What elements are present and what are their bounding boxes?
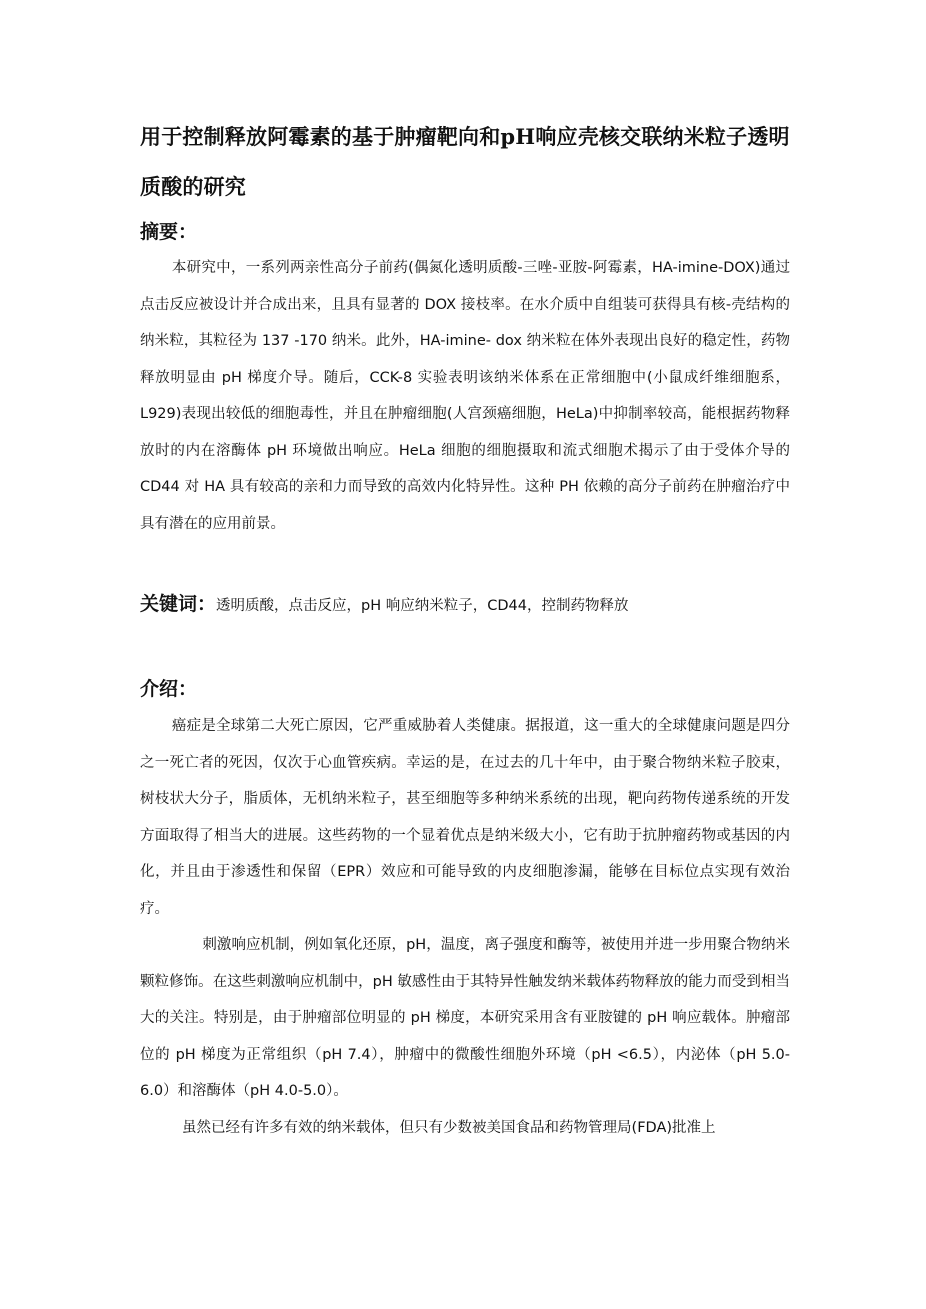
abstract-heading: 摘要： (140, 221, 198, 243)
document-title: 用于控制释放阿霉素的基于肿瘤靶向和pH响应壳核交联纳米粒子透明质酸的研究 (140, 124, 790, 199)
introduction-paragraph: 刺激响应机制，例如氧化还原，pH，温度，离子强度和酶等，被使用并进一步用聚合物纳米颗粒修饰。在这些刺激响应机制中，pH 敏感性由于其特异性触发纳米载体药物释放的能力而受到相当大的关注。特别是，由于肿瘤部位明显的 pH 梯度，本研究采用含有亚胺键的 pH 响应载体。肿瘤部位的 pH 梯度为正常组织（pH 7.4），肿瘤中的微酸性细胞外环境（pH <6.5），内泌体（pH 5.0-6.0）和溶酶体（pH 4.0-5.0）。 (140, 937, 790, 1099)
keywords-row (140, 586, 790, 624)
introduction-heading: 介绍： (140, 678, 198, 700)
introduction-paragraph: 虽然已经有许多有效的纳米载体，但只有少数被美国食品和药物管理局(FDA)批准上 (182, 1119, 716, 1136)
introduction-paragraph: 癌症是全球第二大死亡原因，它严重威胁着人类健康。据报道，这一重大的全球健康问题是四分之一死亡者的死因，仅次于心血管疾病。幸运的是，在过去的几十年中，由于聚合物纳米粒子胶束，树枝状大分子，脂质体，无机纳米粒子，甚至细胞等多种纳米系统的出现，靶向药物传递系统的开发方面取得了相当大的进展。这些药物的一个显着优点是纳米级大小，它有助于抗肿瘤药物或基因的内化，并且由于渗透性和保留（EPR）效应和可能导致的内皮细胞渗漏，能够在目标位点实现有效治疗。 (140, 718, 790, 917)
abstract-paragraph: 本研究中，一系列两亲性高分子前药(偶氮化透明质酸-三唑-亚胺-阿霉素，HA-imine-DOX)通过点击反应被设计并合成出来，且具有显著的 DOX 接枝率。在水介质中自组装可获得具有核-壳结构的纳米粒，其粒径为 137 -170 纳米。此外，HA-imine- dox 纳米粒在体外表现出良好的稳定性，药物释放明显由 pH 梯度介导。随后，CCK-8 实验表明该纳米体系在正常细胞中(小鼠成纤维细胞系，L929)表现出较低的细胞毒性，并且在肿瘤细胞(人宫颈癌细胞，HeLa)中抑制率较高，能根据药物释放时的内在溶酶体 pH 环境做出响应。HeLa 细胞的细胞摄取和流式细胞术揭示了由于受体介导的 CD44 对 HA 具有较高的亲和力而导致的高效内化特异性。这种 PH 依赖的高分子前药在肿瘤治疗中具有潜在的应用前景。 (140, 260, 790, 532)
keywords-label: 关键词： (140, 593, 217, 615)
document-page (140, 112, 790, 1146)
keywords-value: 透明质酸，点击反应，pH 响应纳米粒子，CD44，控制药物释放 (216, 598, 629, 614)
